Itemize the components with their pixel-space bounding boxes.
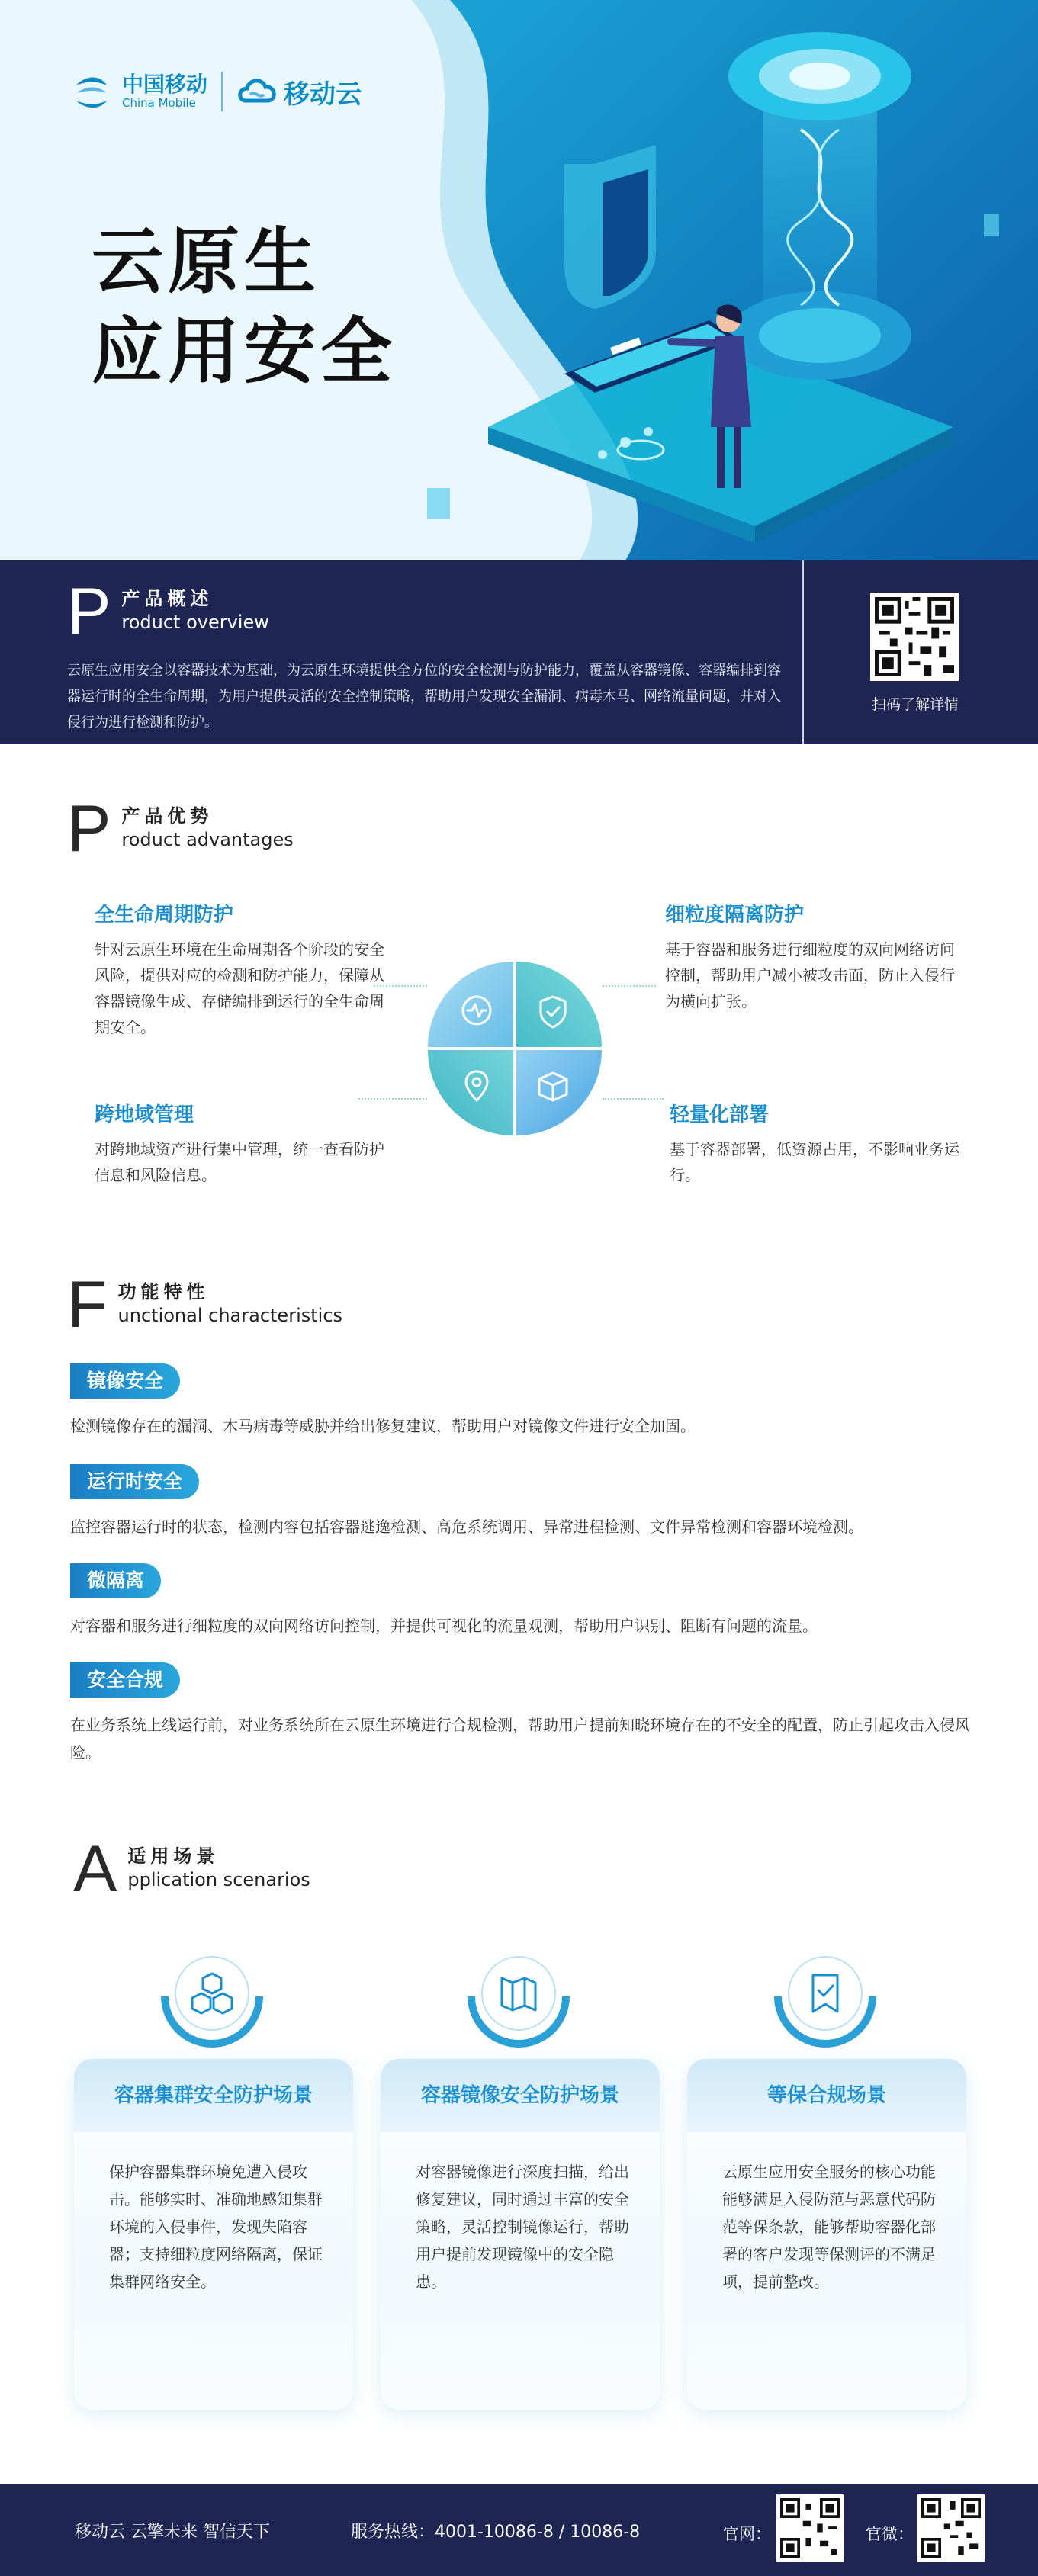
- scenario-card-image: [381, 2059, 660, 2410]
- scenarios-title-zh: 适用场景: [127, 1845, 220, 1867]
- scenario-text: 保护容器集群环境免遭入侵攻击。能够实时、准确地感知集群环境的入侵事件，发现失陷容器；支持细粒度网络隔离，保证集群网络安全。: [109, 2163, 323, 2291]
- advantages-initial: P: [67, 792, 111, 866]
- advantage-lifecycle: [95, 901, 384, 1040]
- china-mobile-en: China Mobile: [122, 96, 196, 110]
- overview-divider: [802, 560, 804, 744]
- feature-tag-image-security: 镜像安全: [70, 1363, 180, 1399]
- scenario-title: 等保合规场景: [687, 2059, 966, 2132]
- features-title-zh: 功能特性: [117, 1281, 210, 1302]
- dotted-connector: [603, 1098, 664, 1100]
- feature-text: 检测镜像存在的漏洞、木马病毒等威胁并给出修复建议，帮助用户对镜像文件进行安全加固。: [70, 1417, 696, 1435]
- dotted-connector: [603, 985, 656, 987]
- brand-logos: [70, 70, 362, 113]
- feature-tag-micro-isolation: 微隔离: [70, 1563, 161, 1598]
- scenario-title: 容器集群安全防护场景: [74, 2059, 353, 2132]
- feature-tag-compliance: 安全合规: [70, 1662, 180, 1698]
- features-title-en: unctional characteristics: [117, 1305, 343, 1326]
- overview-text: 云原生应用安全以容器技术为基础，为云原生环境提供全方位的安全检测与防护能力，覆盖从容器镜像、容器编排到容器运行时的全生命周期，为用户提供灵活的安全控制策略，帮助用户发现安全漏洞、病毒木马、网络流量问题，并对入侵行为进行检测和防护。: [67, 663, 781, 731]
- qr-code[interactable]: [870, 593, 959, 681]
- advantage-title: 跨地域管理: [95, 1103, 194, 1126]
- advantage-lightweight: [670, 1101, 959, 1188]
- wechat-qr-code[interactable]: [917, 2494, 985, 2562]
- hero-banner: [0, 0, 1038, 560]
- map-book-icon: [465, 1949, 572, 2051]
- feature-tag-runtime-security: 运行时安全: [70, 1464, 199, 1499]
- advantage-fine-grained-isolation: [665, 901, 955, 1014]
- footer: [0, 2484, 1038, 2576]
- scenarios-initial: A: [73, 1832, 117, 1906]
- logo-divider: [221, 72, 223, 111]
- mobile-cloud-logo: [236, 73, 362, 111]
- overview-title-en: roduct overview: [121, 612, 269, 633]
- advantage-title: 细粒度隔离防护: [665, 904, 805, 927]
- wechat-label: 官微：: [866, 2525, 914, 2543]
- overview-content: [67, 575, 784, 736]
- qr-caption: 扫码了解详情: [871, 696, 959, 713]
- advantage-title: 全生命周期防护: [95, 904, 234, 927]
- cloud-logo-icon: [236, 75, 278, 108]
- scenarios-title-en: pplication scenarios: [127, 1869, 310, 1890]
- advantages-title-en: roduct advantages: [121, 829, 294, 850]
- footer-hotline: 服务热线：4001-10086-8 / 10086-8: [351, 2523, 641, 2542]
- page-title-line1: 云原生: [92, 220, 321, 304]
- qr-code-icon: [780, 2498, 840, 2558]
- scenarios-heading: [73, 1832, 310, 1906]
- advantage-text: 对跨地域资产进行集中管理，统一查看防护信息和风险信息。: [95, 1140, 384, 1184]
- china-mobile-logo: [70, 70, 207, 113]
- dotted-connector: [374, 985, 427, 987]
- features-heading: [67, 1268, 343, 1341]
- scenario-card-compliance: [687, 2059, 966, 2410]
- advantage-text: 针对云原生环境在生命周期各个阶段的安全风险，提供对应的检测和防护能力，保障从容器镜像生成、存储编排到运行的全生命周期安全。: [95, 940, 384, 1036]
- page-title-line2: 应用安全: [92, 310, 397, 393]
- qr-code-icon: [921, 2498, 981, 2558]
- shield-bookmark-icon: [772, 1949, 879, 2051]
- footer-slogan: 移动云 云擎未来 智信天下: [75, 2523, 270, 2542]
- website-qr-code[interactable]: [776, 2494, 844, 2562]
- mobile-cloud-text: 移动云: [284, 79, 362, 110]
- product-overview-section: [0, 560, 1038, 744]
- feature-text: 监控容器运行时的状态，检测内容包括容器逃逸检测、高危系统调用、异常进程检测、文件异常检测和容器环境检测。: [70, 1518, 863, 1536]
- advantage-cross-region: [95, 1101, 384, 1188]
- advantage-text: 基于容器部署，低资源占用，不影响业务运行。: [670, 1140, 959, 1184]
- dotted-connector: [358, 1098, 427, 1100]
- advantages-heading: [67, 792, 294, 866]
- feature-text: 对容器和服务进行细粒度的双向网络访问控制，并提供可视化的流量观测，帮助用户识别、阻断有问题的流量。: [70, 1617, 818, 1635]
- advantages-petal-graphic: [423, 957, 606, 1143]
- scenario-text: 对容器镜像进行深度扫描，给出修复建议，同时通过丰富的安全策略，灵活控制镜像运行，帮助用户提前发现镜像中的安全隐患。: [416, 2163, 629, 2291]
- scenario-text: 云原生应用安全服务的核心功能能够满足入侵防范与恶意代码防范等保条款，能够帮助容器化部署的客户发现等保测评的不满足项，提前整改。: [722, 2163, 936, 2291]
- feature-text: 在业务系统上线运行前，对业务系统所在云原生环境进行合规检测，帮助用户提前知晓环境存在的不安全的配置，防止引起攻击入侵风险。: [70, 1716, 970, 1762]
- qr-code-icon: [875, 597, 954, 676]
- advantage-text: 基于容器和服务进行细粒度的双向网络访问控制，帮助用户减小被攻击面，防止入侵行为横向扩张。: [665, 940, 955, 1010]
- advantages-title-zh: 产品优势: [121, 805, 214, 827]
- overview-initial: P: [67, 575, 111, 648]
- petal-diagram: [423, 957, 606, 1140]
- features-initial: F: [67, 1268, 108, 1341]
- scenario-card-cluster: [74, 2059, 353, 2410]
- scenario-title: 容器镜像安全防护场景: [381, 2059, 660, 2132]
- china-mobile-zh: 中国移动: [122, 72, 208, 97]
- overview-heading: [67, 575, 784, 648]
- website-label: 官网：: [723, 2525, 771, 2543]
- overview-title-zh: 产品概述: [121, 588, 214, 609]
- cubes-icon: [159, 1949, 265, 2051]
- page-title: [92, 217, 397, 397]
- advantage-title: 轻量化部署: [670, 1103, 770, 1126]
- china-mobile-mark-icon: [70, 70, 113, 113]
